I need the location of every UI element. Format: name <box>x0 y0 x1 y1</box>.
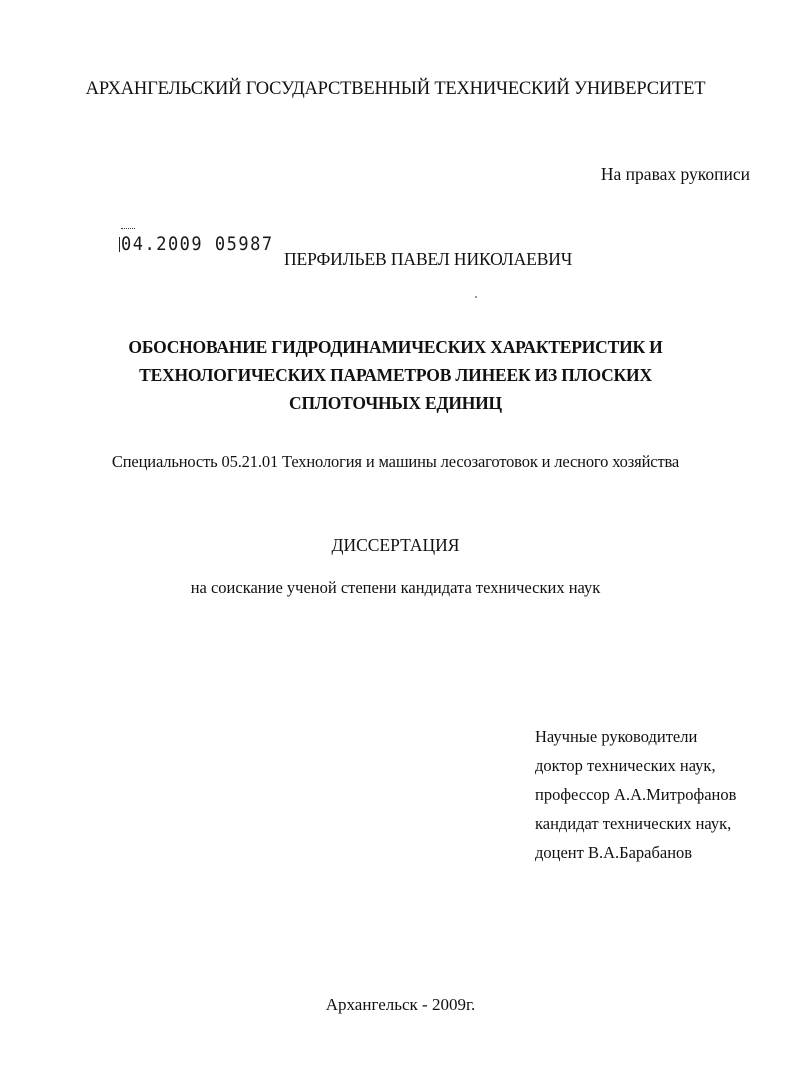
supervisor-line: доцент В.А.Барабанов <box>535 843 693 862</box>
supervisor-line: доктор технических наук, <box>535 756 716 775</box>
author-name: ПЕРФИЛЬЕВ ПАВЕЛ НИКОЛАЕВИЧ <box>284 249 573 269</box>
supervisors-block <box>535 722 736 867</box>
specialty: Специальность 05.21.01 Технология и машины лесозаготовок и лесного хозяйства <box>111 452 680 471</box>
rights-notice: На правах рукописи <box>600 164 750 184</box>
dissertation-title <box>0 333 791 417</box>
title-line: СПЛОТОЧНЫХ ЕДИНИЦ <box>289 393 502 413</box>
registry-stamp-bar <box>119 237 120 252</box>
degree-description: на соискание ученой степени кандидата технических наук <box>190 578 601 597</box>
supervisor-line: кандидат технических наук, <box>535 814 732 833</box>
registry-stamp-mark <box>121 228 135 231</box>
document-type: ДИССЕРТАЦИЯ <box>331 535 460 555</box>
scan-speck <box>475 296 477 298</box>
title-line: ТЕХНОЛОГИЧЕСКИХ ПАРАМЕТРОВ ЛИНЕЕК ИЗ ПЛОСКИХ <box>139 365 652 385</box>
supervisors-heading: Научные руководители <box>535 727 698 746</box>
place-and-year: Архангельск - 2009г. <box>325 995 476 1014</box>
university-name: АРХАНГЕЛЬСКИЙ ГОСУДАРСТВЕННЫЙ ТЕХНИЧЕСКИЙ УНИВЕРСИТЕТ <box>85 79 706 99</box>
title-line: ОБОСНОВАНИЕ ГИДРОДИНАМИЧЕСКИХ ХАРАКТЕРИСТИК И <box>128 337 663 357</box>
supervisor-line: профессор А.А.Митрофанов <box>535 785 737 804</box>
registry-number: 04.2009 05987 <box>121 233 274 256</box>
